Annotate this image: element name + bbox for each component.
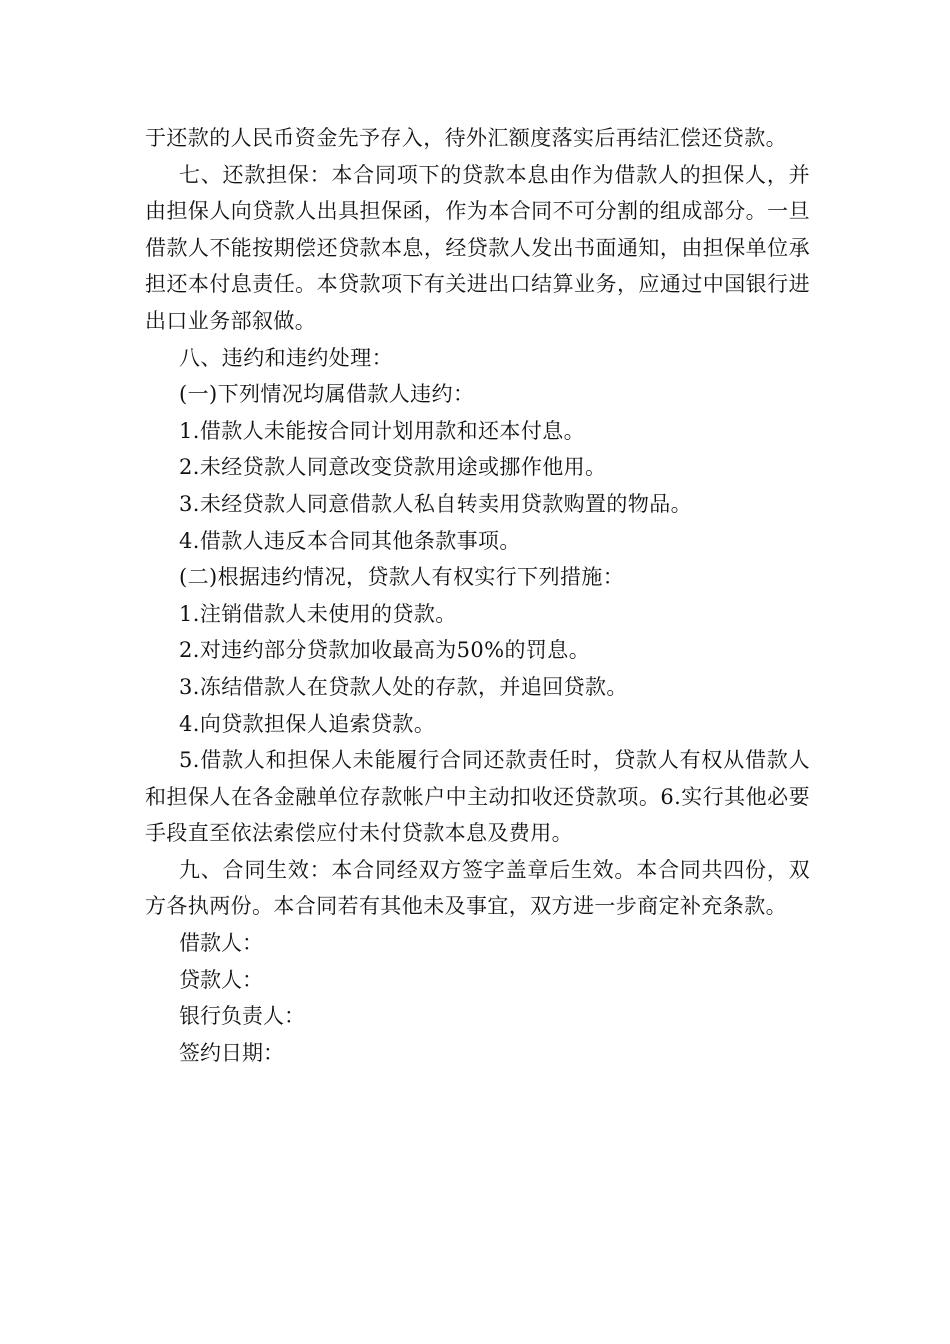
list-item: 3.冻结借款人在贷款人处的存款，并追回贷款。	[179, 674, 628, 699]
list-item: 4.向贷款担保人追索贷款。	[179, 711, 436, 736]
paragraph-repayment-guarantee: 七、还款担保：本合同项下的贷款本息由作为借款人的担保人，并由担保人向贷款人出具担保函，作为本合同不可分割的组成部分。一旦借款人不能按期偿还贷款本息，经贷款人发出书面通知，由担保单位承担还本付息责任。本贷款项下有关进出口结算业务，应通过中国银行进出口业务部叙做。	[145, 162, 810, 333]
list-item: 2.未经贷款人同意改变贷款用途或挪作他用。	[179, 455, 607, 480]
list-item: 1.借款人未能按合同计划用款和还本付息。	[179, 418, 586, 443]
signature-borrower-label: 借款人：	[179, 931, 263, 956]
list-item: 5.借款人和担保人未能履行合同还款责任时，贷款人有权从借款人和担保人在各金融单位存款帐户中主动扣收还贷款项。6.实行其他必要手段直至依法索偿应付未付贷款本息及费用。	[145, 748, 810, 846]
paragraph-measures-heading: (二)根据违约情况，贷款人有权实行下列措施：	[179, 565, 625, 590]
signature-block	[145, 925, 810, 1071]
list-item: 1.注销借款人未使用的贷款。	[179, 601, 457, 626]
signature-bank-officer-label: 银行负责人：	[179, 1004, 305, 1029]
signature-date-label: 签约日期：	[179, 1040, 284, 1065]
list-item: 3.未经贷款人同意借款人私自转卖用贷款购置的物品。	[179, 491, 693, 516]
signature-lender-label: 贷款人：	[179, 967, 263, 992]
paragraph-contract-effect: 九、合同生效：本合同经双方签字盖章后生效。本合同共四份，双方各执两份。本合同若有其他未及事宜，双方进一步商定补充条款。	[145, 857, 810, 919]
paragraph-default-cases-heading: (一)下列情况均属借款人违约：	[179, 382, 475, 407]
list-item: 2.对违约部分贷款加收最高为50%的罚息。	[179, 638, 591, 663]
document-page	[145, 120, 810, 1071]
paragraph-continuation: 于还款的人民币资金先予存入，待外汇额度落实后再结汇偿还贷款。	[145, 126, 787, 150]
list-item: 4.借款人违反本合同其他条款事项。	[179, 528, 521, 553]
paragraph-default-heading: 八、违约和违约处理：	[179, 345, 393, 370]
document-body	[145, 120, 810, 925]
